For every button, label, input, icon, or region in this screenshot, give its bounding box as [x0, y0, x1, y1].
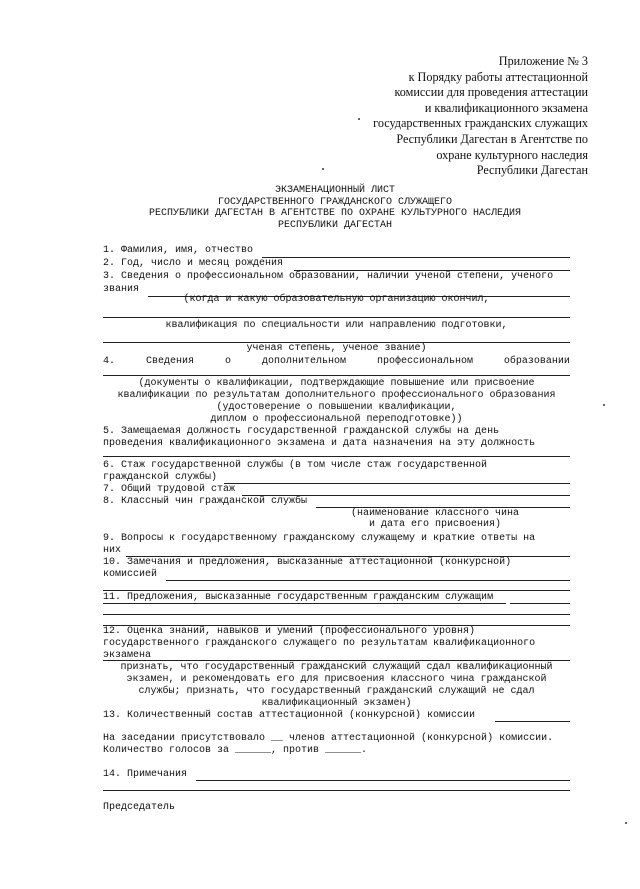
scan-speck	[322, 168, 324, 170]
field-position-line[interactable]	[103, 456, 570, 457]
field-note: квалификационный экзамен)	[261, 698, 412, 709]
field-assessment-label: государственного гражданского служащего по результатам квалификационного	[103, 638, 536, 649]
field-full-name-line[interactable]	[262, 257, 570, 258]
field-additional-education-line[interactable]	[103, 375, 570, 376]
field-questions-label: них	[103, 545, 122, 556]
field-note: экзамен, и рекомендовать его для присвоения классного чина гражданской	[126, 674, 547, 685]
word: образовании	[503, 356, 570, 367]
word: профессиональном	[376, 356, 473, 367]
field-service-length-label: гражданской службы)	[103, 472, 218, 483]
appendix-line: государственных гражданских служащих	[373, 116, 588, 131]
field-education-label: звания	[103, 284, 140, 295]
field-education-label: 3. Сведения о профессиональном образовании, наличии ученой степени, ученого	[103, 271, 554, 282]
scan-speck	[358, 118, 360, 120]
word: Сведения	[145, 356, 194, 367]
chairman-label: Председатель	[103, 802, 176, 813]
field-education-line[interactable]	[103, 317, 570, 318]
field-remarks-line[interactable]	[166, 580, 570, 581]
field-notes-line[interactable]	[103, 790, 570, 791]
title-line: ГОСУДАРСТВЕННОГО ГРАЖДАНСКОГО СЛУЖАЩЕГО	[217, 196, 453, 208]
field-note: и дата его присвоения)	[368, 519, 502, 530]
field-proposals-label: 11. Предложения, высказанные государственным гражданским служащим	[103, 592, 494, 603]
scan-speck	[625, 822, 627, 824]
appendix-line: Республики Дагестан	[476, 163, 588, 178]
field-birth-date-label: 2. Год, число и месяц рождения	[103, 258, 284, 269]
field-remarks-line[interactable]	[103, 590, 570, 591]
field-note: службы; признать, что государственный гражданский служащий не сдал	[138, 686, 535, 697]
field-note: квалификации по результатам дополнительного профессионального образования	[117, 390, 556, 401]
field-service-length-line[interactable]	[224, 483, 570, 484]
session-attendance-text: На заседании присутствовало __ членов аттестационной (конкурсной) комиссии.	[103, 733, 554, 744]
field-note: (документы о квалификации, подтверждающие повышение или присвоение	[138, 378, 535, 389]
field-questions-label: 9. Вопросы к государственному гражданскому служащему и краткие ответы на	[103, 533, 536, 544]
field-proposals-line[interactable]	[103, 614, 570, 615]
scan-speck	[603, 404, 605, 406]
word: 4.	[103, 356, 116, 367]
session-votes-text: Количество голосов за ______, против ______.	[103, 745, 368, 756]
field-assessment-line[interactable]	[103, 625, 570, 626]
appendix-header	[328, 54, 588, 179]
field-proposals-line[interactable]	[510, 603, 570, 604]
title-line: РЕСПУБЛИКИ ДАГЕСТАН	[277, 219, 393, 231]
document-title	[100, 185, 570, 231]
field-assessment-line[interactable]	[103, 660, 570, 661]
field-note: ученая степень, ученое звание)	[246, 343, 427, 354]
field-commission-size-line[interactable]	[495, 721, 570, 722]
field-service-length-label: 6. Стаж государственной службы (в том числе стаж государственной	[103, 460, 488, 471]
field-proposals-underline	[103, 603, 506, 604]
field-commission-size-label: 13. Количественный состав аттестационной (конкурсной) комиссии	[103, 710, 476, 721]
field-assessment-label: 12. Оценка знаний, навыков и умений (профессионального уровня)	[103, 626, 476, 637]
field-note: диплом о профессиональной переподготовке))	[210, 414, 463, 425]
title-line: ЭКЗАМЕНАЦИОННЫЙ ЛИСТ	[274, 185, 396, 196]
field-full-name-label: 1. Фамилия, имя, отчество	[103, 245, 254, 256]
field-note: (когда и какую образовательную организацию окончил,	[183, 294, 490, 305]
field-remarks-label: комиссией	[103, 569, 158, 580]
field-notes-label: 14. Примечания	[103, 769, 188, 780]
field-position-label: проведения квалификационного экзамена и дата назначения на эту должность	[103, 438, 536, 449]
field-work-experience-label: 7. Общий трудовой стаж	[103, 484, 236, 495]
field-notes-line[interactable]	[196, 780, 570, 781]
field-position-label: 5. Замещаемая должность государственной гражданской службы на день	[103, 426, 500, 437]
field-note: (наименование классного чина	[350, 508, 520, 519]
word: о	[224, 356, 231, 367]
appendix-line: Приложение № 3	[498, 54, 588, 68]
field-note: (удостоверение о повышении квалификации,	[216, 402, 457, 413]
field-additional-education-label	[103, 356, 570, 368]
field-note: квалификация по специальности или направлению подготовки,	[165, 320, 508, 331]
title-line: РЕСПУБЛИКИ ДАГЕСТАН В АГЕНТСТВЕ ПО ОХРАНЕ КУЛЬТУРНОГО НАСЛЕДИЯ	[148, 208, 522, 219]
appendix-line: к Порядку работы аттестационной	[408, 69, 588, 84]
appendix-line: комиссии для проведения аттестации	[394, 85, 588, 100]
appendix-line: и квалификационного экзамена	[424, 100, 588, 115]
field-note: признать, что государственный гражданский служащий сдал квалификационный	[120, 662, 553, 673]
word: дополнительном	[261, 356, 346, 367]
field-remarks-label: 10. Замечания и предложения, высказанные аттестационной (конкурсной)	[103, 557, 512, 568]
field-class-rank-label: 8. Классный чин гражданской службы	[103, 496, 308, 507]
appendix-line: Республики Дагестан в Агентстве по	[396, 131, 588, 146]
field-assessment-label: экзамена	[103, 650, 152, 661]
appendix-line: охране культурного наследия	[436, 147, 588, 162]
